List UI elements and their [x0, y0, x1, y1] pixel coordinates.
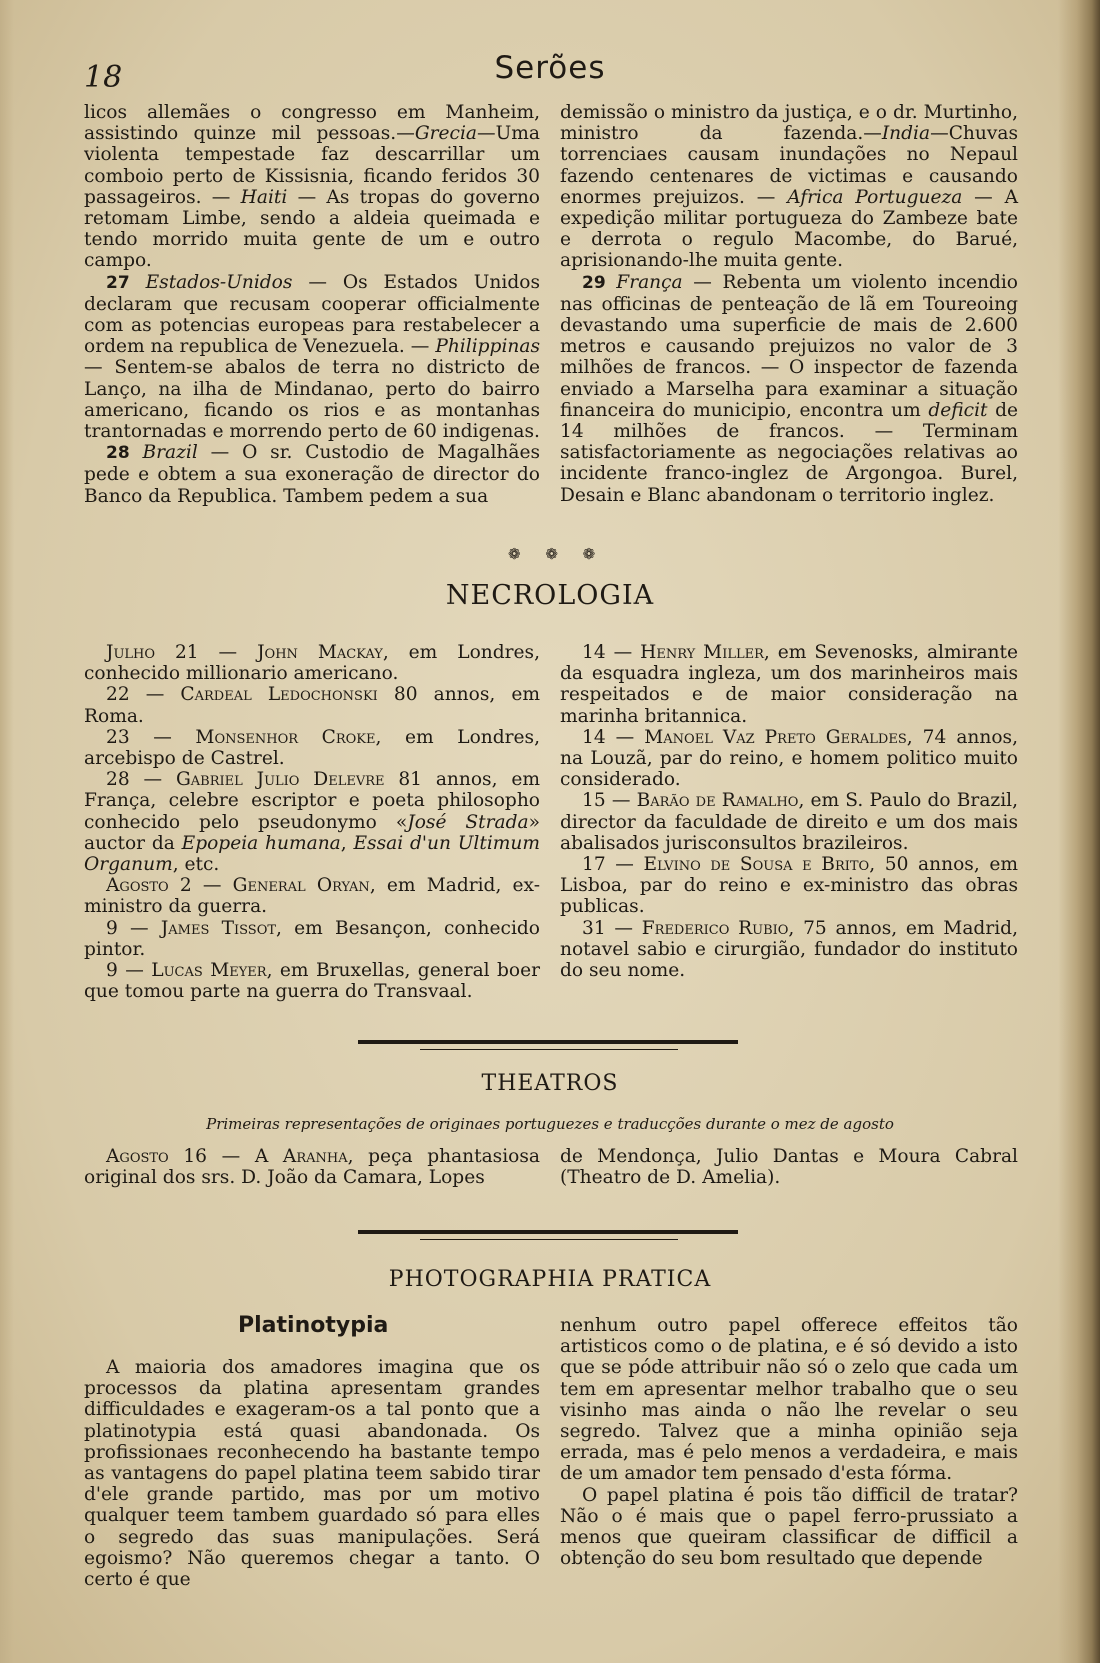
paragraph — [560, 102, 1018, 272]
theatros-left-column — [84, 1146, 540, 1188]
divider-rule-2-thin — [420, 1239, 678, 1240]
text-run: Essai d'un Ultimum Organum — [84, 832, 541, 876]
text-run: , em Madrid, ex-ministro da guerra. — [84, 875, 540, 918]
page-binding-edge — [1058, 0, 1100, 1663]
text-run: 15 — — [582, 790, 637, 812]
text-run: James Tissot — [160, 917, 277, 939]
text-run: Haiti — [240, 186, 288, 208]
paragraph — [560, 918, 1018, 982]
text-run: 23 — — [106, 726, 196, 748]
text-run: — As tropas do governo retomam Limbe, sendo a aldeia queimada e tendo morrido muita gente de um e outro campo. — [84, 186, 540, 272]
text-run: India — [881, 123, 931, 145]
text-run: Estados-Unidos — [145, 271, 293, 293]
text-run: Lucas Meyer — [151, 960, 267, 982]
text-run: —Uma violenta tempestade faz descarrillar um comboio perto de Kissisnia, ficando feridos 30 passageiros. — — [84, 123, 540, 208]
text-run: 21 — — [155, 642, 258, 663]
photographia-left-column — [84, 1357, 540, 1590]
page-number: 18 — [84, 60, 123, 95]
divider-rule-thin — [420, 1049, 678, 1050]
text-run: de Mendonça, Julio Dantas e Moura Cabral (Theatro de D. Amelia). — [560, 1146, 1018, 1189]
text-run: , em Bruxellas, general boer que tomou parte na guerra do Transvaal. — [84, 960, 541, 1003]
text-run: 80 annos, em Roma. — [84, 684, 541, 727]
text-run: Agosto — [106, 875, 169, 897]
text-run: Cardeal Ledochonski — [180, 684, 378, 706]
text-run: 22 — — [106, 684, 181, 706]
text-run: 81 annos, em França, celebre escriptor e poeta philosopho conhecido pelo pseudonymo « — [84, 769, 540, 833]
theatros-subtitle: Primeiras representações de originaes portuguezes e traducções durante o mez de agosto — [206, 1115, 894, 1133]
text-run: — A expedição militar portugueza do Zambeze bate e derrota o regulo Macombe, do Barué, aprisionando-lhe muita gente. — [560, 186, 1019, 272]
section-ornament: ❁ ❁ ❁ — [508, 545, 606, 563]
text-run: , em Besançon, conhecido pintor. — [84, 917, 540, 960]
necrologia-heading: NECROLOGIA — [445, 580, 655, 611]
text-run: Gabriel Julio Delevre — [175, 769, 385, 791]
text-run: França — [616, 271, 683, 293]
paragraph — [560, 272, 1018, 506]
chronicle-right-column — [560, 102, 1018, 506]
text-run: A Aranha — [254, 1146, 348, 1167]
text-run: Julho — [106, 642, 156, 663]
text-run: » auctor da — [84, 811, 540, 854]
running-head: Serões — [494, 50, 606, 86]
paragraph — [560, 642, 1018, 727]
text-run: , em S. Paulo do Brazil, director da faculdade de direito e um dos mais abalisados jurisconsultos brazileiros. — [560, 790, 1018, 854]
text-run: Epopeia humana — [181, 832, 341, 854]
necrologia-right-column — [560, 642, 1018, 981]
chronicle-left-column — [84, 102, 540, 507]
paragraph — [560, 1485, 1018, 1570]
text-run: Philippinas — [435, 336, 540, 358]
text-run: A maioria dos amadores imagina que os processos da platina apresentam grandes difficuldades e exageram-os a tal ponto que a platinotypia está quasi abandonada. Os profissionaes reconhecendo ha bastante tempo as vantagens do papel platina teem sabido tirar d'ele grande partido, mas por um motivo qualquer teem tambem guardado só para elles o segredo das suas manipulações. Será egoismo? Não queremos chegar a tanto. O certo é que — [84, 1357, 540, 1591]
text-run: — Sentem-se abalos de terra no districto de Lanço, na ilha de Mindanao, perto do bairro americano, ficando os rios e as montanhas trantornadas e morrendo perto de 60 indigenas. — [84, 357, 540, 443]
text-run: Manoel Vaz Preto Geraldes — [644, 726, 907, 748]
platinotypia-subheading: Platinotypia — [238, 1313, 389, 1338]
text-run: 9 — — [106, 917, 161, 939]
text-run: 29 — [582, 272, 617, 293]
text-run: , peça phantasiosa original dos srs. D. João da Camara, Lopes — [84, 1146, 540, 1189]
text-run: O papel platina é pois tão difficil de tratar? Não o é mais que o papel ferro-prussiato a menos que queiram classificar de difficil a obtenção do seu bom resultado que depende — [560, 1484, 1018, 1570]
theatros-heading: THEATROS — [481, 1071, 619, 1096]
text-run: 27 — [106, 272, 146, 293]
text-run: — O sr. Custodio de Magalhães pede e obtem a sua exoneração de director do Banco da Republica. Tambem pedem a sua — [84, 442, 540, 507]
theatros-right-column — [560, 1146, 1018, 1188]
text-run: John Mackay — [257, 642, 383, 663]
paragraph — [84, 1146, 540, 1188]
paragraph — [560, 790, 1018, 854]
photographia-heading: PHOTOGRAPHIA PRATICA — [388, 1267, 712, 1292]
text-run: nenhum outro papel offerece effeitos tão artisticos como o de platina, e é só devido a isto que se póde attribuir não só o zelo que cada um tem em apresentar melhor trabalho que o seu visinho mas ainda o não lhe revelar o seu segredo. Talvez que a minha opinião seja errada, mas é pelo menos a verdadeira, e mais de um amador tem pensado d'esta fórma. — [560, 1315, 1018, 1485]
text-run: — Os Estados Unidos declaram que recusam cooperar officialmente com as potencias europeas para restabelecer a ordem na republica de Venezuela. — — [84, 271, 540, 358]
text-run: , 50 annos, em Lisboa, par do reino e ex-ministro das obras publicas. — [560, 854, 1018, 918]
text-run: licos allemães o congresso em Manheim, assistindo quinze mil pessoas.— — [84, 102, 540, 145]
text-run: de 14 milhões de francos. — Terminam satisfactoriamente as negociações relativas ao incidente franco-inglez de Argongoa. Burel, Desain e Blanc abandonam o territorio inglez. — [560, 399, 1018, 506]
text-run: 17 — — [582, 854, 644, 876]
text-run: Elvino de Sousa e Brito — [643, 854, 870, 876]
paragraph — [84, 1357, 540, 1590]
text-run: 31 — — [582, 917, 642, 939]
paragraph — [84, 875, 540, 917]
text-run: , — [340, 832, 354, 854]
text-run: Barão de Ramalho — [636, 790, 799, 812]
paragraph — [84, 769, 540, 875]
text-run: Monsenhor Croke — [195, 726, 376, 748]
paragraph — [560, 727, 1018, 791]
text-run: , em Sevenosks, almirante da esquadra ingleza, um dos marinheiros mais respeitados e de maior consideração na marinha britannica. — [560, 642, 1018, 727]
text-run: —Chuvas torrenciaes causam inundações no Nepaul fazendo centenares de victimas e causando enormes prejuizos. — — [560, 123, 1018, 208]
text-run: , 75 annos, em Madrid, notavel sabio e cirurgião, fundador do instituto do seu nome. — [560, 917, 1018, 982]
text-run: 14 — — [582, 642, 641, 663]
paragraph — [84, 272, 540, 443]
text-run: Frederico Rubio — [641, 917, 789, 939]
text-run: 9 — — [106, 960, 152, 982]
text-run: General Oryan — [232, 875, 370, 897]
paragraph — [84, 642, 540, 684]
text-run: 2 — — [168, 875, 233, 897]
text-run: 28 — [106, 443, 143, 464]
paragraph — [84, 960, 540, 1002]
text-run: Brazil — [142, 442, 198, 464]
paragraph — [84, 442, 540, 507]
text-run: 16 — — [168, 1146, 255, 1167]
paragraph — [560, 1146, 1018, 1188]
text-run: — Rebenta um violento incendio nas officinas de penteação de lã em Toureoing devastando uma superficie de mais de 2.600 metros e causando prejuizos no valor de 3 milhões de francos. — O inspector de fazenda enviado a Marselha para examinar a situação financeira do municipio, encontra um — [560, 271, 1019, 421]
text-run: , 74 annos, na Louzã, par do reino, e homem politico muito considerado. — [560, 726, 1019, 791]
text-run: deficit — [928, 399, 988, 421]
divider-rule — [358, 1040, 738, 1044]
paragraph — [560, 1315, 1018, 1485]
paragraph — [84, 102, 540, 272]
text-run: 14 — — [582, 726, 645, 748]
text-run: Africa Portugueza — [787, 186, 963, 208]
paragraph — [84, 684, 540, 726]
necrologia-left-column — [84, 642, 540, 1002]
text-run: José Strada — [407, 811, 529, 833]
text-run: Henry Miller — [640, 642, 764, 663]
text-run: Grecia — [414, 123, 478, 145]
paragraph — [84, 918, 540, 960]
photographia-right-column — [560, 1315, 1018, 1569]
page-shadow-left — [0, 0, 14, 1663]
text-run: , em Londres, conhecido millionario americano. — [84, 642, 540, 685]
text-run: Agosto — [106, 1146, 169, 1167]
text-run: , em Londres, arcebispo de Castrel. — [84, 726, 540, 770]
text-run: demissão o ministro da justiça, e o dr. Murtinho, ministro da fazenda.— — [560, 102, 1018, 145]
text-run: 28 — — [106, 769, 176, 791]
paragraph — [84, 727, 540, 769]
divider-rule-2 — [358, 1230, 738, 1234]
paragraph — [560, 854, 1018, 918]
text-run: , etc. — [172, 854, 220, 876]
